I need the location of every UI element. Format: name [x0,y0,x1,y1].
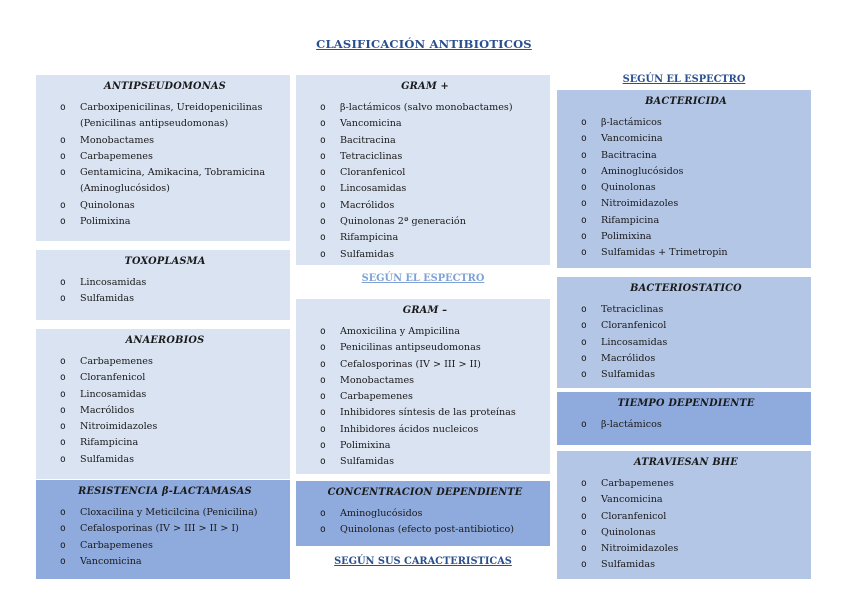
tiempo-title: TIEMPO DEPENDIENTE [617,398,755,409]
list-item: o Quinolonas [50,198,280,214]
antipseudomonas-title: ANTIPSEUDOMONAS [104,81,226,92]
list-item: o Gentamicina, Amikacina, Tobramicina (Aminoglucósidos) [50,165,280,198]
list-item: o Inhibidores síntesis de las proteínas [310,405,540,421]
list-item: o Amoxicilina y Ampicilina [310,324,540,340]
list-item: o Lincosamidas [571,335,801,351]
list-item: o Carbapemenes [50,354,280,370]
list-item: o Bacitracina [310,133,540,149]
list-item: o Vancomicina [571,492,801,508]
gram-positive-list [310,100,540,263]
list-item: o Rifampicina [571,213,801,229]
toxoplasma-title: TOXOPLASMA [124,256,206,267]
list-item: o Nitroimidazoles [571,541,801,557]
list-item: o Nitroimidazoles [571,196,801,212]
list-item: o Monobactames [310,373,540,389]
bactericida-list [571,115,801,262]
list-item: o Cefalosporinas (IV > III > II > I) [50,521,280,537]
atraviesan-box [557,451,811,579]
atraviesan-title: ATRAVIESAN BHE [634,457,738,468]
page-title: CLASIFICACIÓN ANTIBIOTICOS [316,37,532,51]
anaerobios-list [50,354,280,468]
concentracion-box [296,481,550,546]
bactericida-box [557,90,811,268]
tiempo-box [557,392,811,445]
list-item: o Vancomicina [50,554,280,570]
list-item: o Carbapemenes [571,476,801,492]
list-item: o Aminoglucósidos [310,506,540,522]
list-item: o Sulfamidas + Trimetropin [571,245,801,261]
list-item: o Sulfamidas [571,367,801,383]
anaerobios-box [36,329,290,479]
list-item: o Polimixina [50,214,280,230]
list-item: o Cloranfenicol [50,370,280,386]
antipseudomonas-list [50,100,280,230]
list-item: o Carboxipenicilinas, Ureidopenicilinas (Penicilinas antipseudomonas) [50,100,280,133]
list-item: o Sulfamidas [310,454,540,470]
atraviesan-list [571,476,801,574]
list-item: o Sulfamidas [310,247,540,263]
list-item: o Cefalosporinas (IV > III > II) [310,357,540,373]
list-item: o Cloranfenicol [571,509,801,525]
list-item: o Penicilinas antipseudomonas [310,340,540,356]
list-item: o Cloranfenicol [310,165,540,181]
resistencia-box [36,480,290,579]
bactericida-title: BACTERICIDA [645,96,727,107]
list-item: o Quinolonas [571,180,801,196]
list-item: o Carbapemenes [50,538,280,554]
list-item: o Aminoglucósidos [571,164,801,180]
list-item: o Polimixina [571,229,801,245]
list-item: o Rifampicina [310,230,540,246]
toxoplasma-box [36,250,290,320]
list-item: o Quinolonas 2ª generación [310,214,540,230]
list-item: o Inhibidores ácidos nucleicos [310,422,540,438]
list-item: o Sulfamidas [50,291,280,307]
list-item: o Polimixina [310,438,540,454]
list-item: o Tetraciclinas [571,302,801,318]
list-item: o Tetraciclinas [310,149,540,165]
list-item: o Sulfamidas [50,452,280,468]
list-item: o Carbapemenes [50,149,280,165]
bacteriostatico-list [571,302,801,383]
gram-negative-list [310,324,540,471]
list-item: o Macrólidos [571,351,801,367]
spectrum-heading-right: SEGÚN EL ESPECTRO [622,74,746,85]
list-item: o Lincosamidas [50,387,280,403]
concentracion-title: CONCENTRACION DEPENDIENTE [327,487,523,498]
list-item: o Sulfamidas [571,557,801,573]
list-item: o Macrólidos [50,403,280,419]
gram-positive-box [296,75,550,265]
list-item: o Nitroimidazoles [50,419,280,435]
list-item: o Quinolonas [571,525,801,541]
list-item: o β-lactámicos [571,115,801,131]
resistencia-list [50,505,280,570]
list-item: o Lincosamidas [310,181,540,197]
spectrum-heading-center: SEGÚN EL ESPECTRO [361,273,485,284]
toxoplasma-list [50,275,280,308]
bacteriostatico-box [557,277,811,388]
list-item: o Vancomicina [571,131,801,147]
bacteriostatico-title: BACTERIOSTATICO [630,283,742,294]
tiempo-list [571,417,801,433]
list-item: o Vancomicina [310,116,540,132]
concentracion-list [310,506,540,539]
characteristics-heading: SEGÚN SUS CARACTERISTICAS [334,556,512,567]
list-item: o Rifampicina [50,435,280,451]
list-item: o Cloranfenicol [571,318,801,334]
list-item: o Macrólidos [310,198,540,214]
list-item: o Lincosamidas [50,275,280,291]
anaerobios-title: ANAEROBIOS [125,335,205,346]
gram-positive-title: GRAM + [401,81,449,92]
list-item: o Monobactames [50,133,280,149]
list-item: o Quinolonas (efecto post-antibiotico) [310,522,540,538]
resistencia-title: RESISTENCIA β-LACTAMASAS [78,486,252,497]
list-item: o Carbapemenes [310,389,540,405]
gram-negative-title: GRAM – [402,305,448,316]
list-item: o β-lactámicos [571,417,801,433]
gram-negative-box [296,299,550,474]
list-item: o Cloxacilina y Meticilcina (Penicilina) [50,505,280,521]
list-item: o Bacitracina [571,148,801,164]
list-item: o β-lactámicos (salvo monobactames) [310,100,540,116]
antipseudomonas-box [36,75,290,241]
